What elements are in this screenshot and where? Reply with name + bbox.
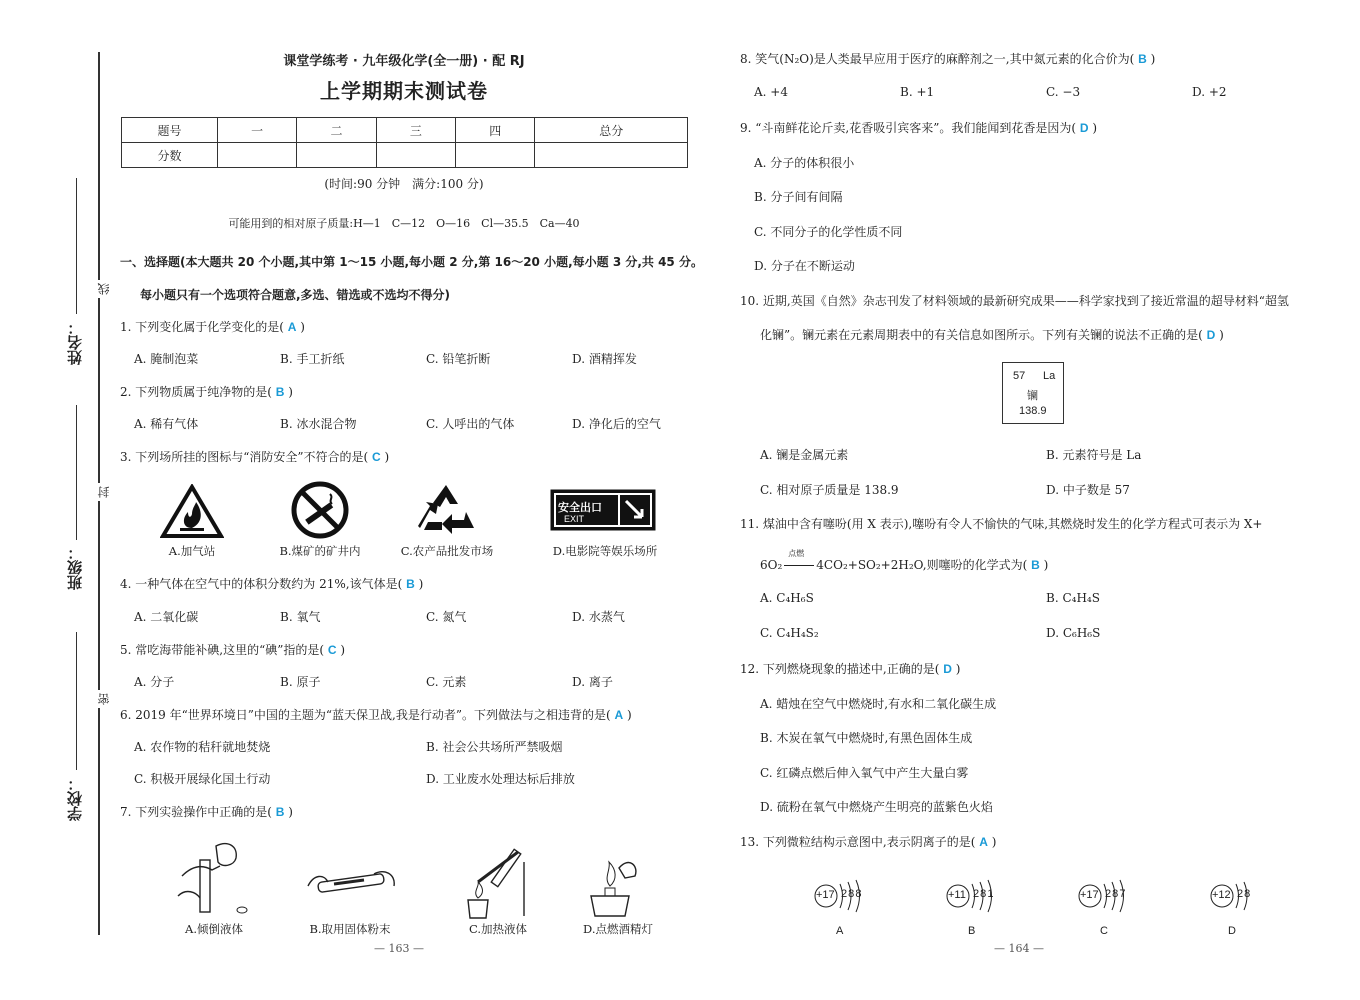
q8-option-c: C. −3 xyxy=(1046,85,1081,99)
atomic-masses: 可能用到的相对原子质量:H—1 C—12 O—16 Cl—35.5 Ca—40 xyxy=(228,217,580,230)
q7-caption-d: D.点燃酒精灯 xyxy=(583,922,653,936)
q7-caption-b: B.取用固体粉末 xyxy=(309,922,391,936)
q10-option-d: D. 中子数是 57 xyxy=(1046,483,1130,497)
q1-option-c: C. 铅笔折断 xyxy=(426,352,491,366)
score-cell[interactable] xyxy=(456,143,535,168)
class-label: 班级： xyxy=(66,545,84,590)
q3-caption-c: C.农产品批发市场 xyxy=(400,544,494,558)
q6-answer: A xyxy=(614,708,624,722)
q8-stem: 8. 笑气(N₂O)是人类最早应用于医疗的麻醉剂之一,其中氮元素的化合价为( B ) xyxy=(740,52,1156,66)
score-header-cell: 二 xyxy=(297,118,376,143)
page-number-left: — 163 — xyxy=(374,942,424,955)
q6-option-c: C. 积极开展绿化国土行动 xyxy=(134,772,271,786)
score-row-label: 分数 xyxy=(122,143,218,168)
electron-shells: 2 8 1 xyxy=(973,888,993,900)
time-info: (时间:90 分钟 满分:100 分) xyxy=(324,177,484,191)
no-smoking-icon xyxy=(290,480,350,540)
nucleus-charge: +17 xyxy=(816,889,835,901)
q1-option-b: B. 手工折纸 xyxy=(280,352,345,366)
q5-answer: C xyxy=(327,643,337,657)
nucleus-charge: +17 xyxy=(1080,889,1099,901)
q8-option-a: A. +4 xyxy=(754,85,788,99)
q6-stem: 6. 2019 年“世界环境日”中国的主题为“蓝天保卫战,我是行动者”。下列做法与之相违背的是( A ) xyxy=(120,708,632,722)
q10-answer: D xyxy=(1206,328,1216,342)
q10-stem-line2: 化镧”。镧元素在元素周期表中的有关信息如图所示。下列有关镧的说法不正确的是( D ) xyxy=(760,328,1224,342)
q2-option-a: A. 稀有气体 xyxy=(134,417,199,431)
school-label: 学校： xyxy=(66,776,84,821)
page-title: 上学期期末测试卷 xyxy=(320,79,488,103)
q4-option-a: A. 二氧化碳 xyxy=(134,610,199,624)
score-table-score-row xyxy=(122,143,688,168)
q10-option-a: A. 镧是金属元素 xyxy=(760,448,849,462)
q10-option-c: C. 相对原子质量是 138.9 xyxy=(760,483,899,497)
recycle-icon xyxy=(416,482,476,538)
q12-option-c: C. 红磷点燃后伸入氧气中产生大量白雾 xyxy=(760,766,969,780)
q5-option-c: C. 元素 xyxy=(426,675,467,689)
q12-option-d: D. 硫粉在氧气中燃烧产生明亮的蓝紫色火焰 xyxy=(760,800,993,814)
q6-option-d: D. 工业废水处理达标后排放 xyxy=(426,772,575,786)
solid-powder-icon xyxy=(304,856,400,918)
seal-word: 封 xyxy=(95,483,112,501)
q4-option-d: D. 水蒸气 xyxy=(572,610,625,624)
q7-stem: 7. 下列实验操作中正确的是( B ) xyxy=(120,805,293,819)
score-cell[interactable] xyxy=(535,143,688,168)
q13-answer: A xyxy=(979,835,988,849)
q11-answer: B xyxy=(1031,558,1040,572)
q12-option-b: B. 木炭在氧气中燃烧时,有黑色固体生成 xyxy=(760,731,973,745)
q8-option-d: D. +2 xyxy=(1192,85,1227,99)
class-blank[interactable] xyxy=(76,405,77,540)
q11-option-c: C. C₄H₄S₂ xyxy=(760,626,819,640)
atom-label-c: C xyxy=(1100,925,1108,937)
q8-option-b: B. +1 xyxy=(900,85,935,99)
heating-liquid-icon xyxy=(458,842,538,920)
secret-word: 密 xyxy=(95,690,112,708)
exit-sign-text: 安全出口 xyxy=(558,501,602,514)
alcohol-lamp-icon xyxy=(585,848,641,918)
atom-structure-d xyxy=(1208,878,1258,914)
q10-option-b: B. 元素符号是 La xyxy=(1046,448,1142,462)
q3-answer: C xyxy=(372,450,381,464)
score-table-header-row xyxy=(122,118,688,143)
q7-caption-a: A.倾倒液体 xyxy=(185,922,243,936)
q11-stem-line1: 11. 煤油中含有噻吩(用 X 表示),噻吩有令人不愉快的气味,其燃烧时发生的化学方程式可表示为 X+ xyxy=(740,517,1263,531)
score-cell[interactable] xyxy=(297,143,376,168)
book-subtitle: 课堂学练考 · 九年级化学(全一册) · 配 RJ xyxy=(283,54,525,69)
score-header-cell: 四 xyxy=(456,118,535,143)
q5-option-a: A. 分子 xyxy=(134,675,175,689)
q9-answer: D xyxy=(1079,121,1089,135)
page-number-right: — 164 — xyxy=(994,942,1044,955)
q6-option-a: A. 农作物的秸秆就地焚烧 xyxy=(134,740,271,754)
section1-heading: 一、选择题(本大题共 20 个小题,其中第 1～15 小题,每小题 2 分,第 16～20 小题,每小题 3 分,共 45 分。 xyxy=(120,255,703,269)
score-header-cell: 总分 xyxy=(535,118,688,143)
electron-shells: 2 8 7 xyxy=(1105,888,1125,900)
q2-option-b: B. 冰水混合物 xyxy=(280,417,357,431)
q12-answer: D xyxy=(943,662,952,676)
element-card xyxy=(1002,362,1064,424)
q12-stem: 12. 下列燃烧现象的描述中,正确的是( D ) xyxy=(740,662,961,676)
score-cell[interactable] xyxy=(218,143,297,168)
score-header-cell: 一 xyxy=(218,118,297,143)
element-name: 镧 xyxy=(1027,389,1038,402)
q10-stem-line1: 10. 近期,英国《自然》杂志刊发了材料领域的最新研究成果——科学家找到了接近常温的超导材料“超氢 xyxy=(740,294,1289,308)
q4-answer: B xyxy=(406,577,415,591)
q11-option-d: D. C₆H₆S xyxy=(1046,626,1101,640)
q3-stem: 3. 下列场所挂的图标与“消防安全”不符合的是( C ) xyxy=(120,450,390,464)
q7-answer: B xyxy=(275,805,285,819)
q11-condition: 点燃 xyxy=(788,549,805,558)
q7-caption-c: C.加热液体 xyxy=(468,922,528,936)
q11-option-b: B. C₄H₄S xyxy=(1046,591,1100,605)
q3-caption-a: A.加气站 xyxy=(168,544,216,558)
q2-answer: B xyxy=(275,385,285,399)
q4-stem: 4. 一种气体在空气中的体积分数约为 21%,该气体是( B ) xyxy=(120,577,424,591)
q1-option-d: D. 酒精挥发 xyxy=(572,352,637,366)
q13-stem: 13. 下列微粒结构示意图中,表示阴离子的是( A ) xyxy=(740,835,997,849)
atom-label-b: B xyxy=(968,925,976,937)
q4-option-c: C. 氮气 xyxy=(426,610,467,624)
q9-option-d: D. 分子在不断运动 xyxy=(754,259,855,273)
name-label: 姓名： xyxy=(66,320,84,365)
atom-structure-a xyxy=(812,878,872,914)
name-blank[interactable] xyxy=(76,178,77,314)
element-symbol: La xyxy=(1043,370,1056,382)
emergency-exit-icon xyxy=(550,489,656,531)
q8-answer: B xyxy=(1138,52,1147,66)
nucleus-charge: +12 xyxy=(1212,889,1231,901)
q5-option-b: B. 原子 xyxy=(280,675,321,689)
q9-option-b: B. 分子间有间隔 xyxy=(754,190,843,204)
q4-option-b: B. 氧气 xyxy=(280,610,321,624)
q3-caption-d: D.电影院等娱乐场所 xyxy=(552,544,658,558)
q1-answer: A xyxy=(287,320,297,334)
atom-label-a: A xyxy=(836,925,844,937)
q2-option-c: C. 人呼出的气体 xyxy=(426,417,515,431)
pouring-liquid-icon xyxy=(172,836,254,918)
atom-label-d: D xyxy=(1228,925,1236,937)
school-blank[interactable] xyxy=(76,632,77,770)
q9-option-c: C. 不同分子的化学性质不同 xyxy=(754,225,903,239)
q3-caption-b: B.煤矿的矿井内 xyxy=(279,544,361,558)
exit-sign-sub: EXIT xyxy=(564,514,585,524)
q2-stem: 2. 下列物质属于纯净物的是( B ) xyxy=(120,385,293,399)
q6-option-b: B. 社会公共场所严禁吸烟 xyxy=(426,740,563,754)
electron-shells: 2 8 8 xyxy=(841,888,861,900)
element-number: 57 xyxy=(1013,370,1026,382)
section1-heading-cont: 每小题只有一个选项符合题意,多选、错选或不选均不得分) xyxy=(140,288,451,302)
q11-stem-line2: 6O₂ 点燃 4CO₂+SO₂+2H₂O,则噻吩的化学式为( B ) xyxy=(760,549,1049,572)
q9-stem: 9. “斗南鲜花论斤卖,花香吸引宾客来”。我们能闻到花香是因为( D ) xyxy=(740,121,1098,135)
score-cell[interactable] xyxy=(376,143,455,168)
q5-option-d: D. 离子 xyxy=(572,675,613,689)
score-table xyxy=(121,117,688,168)
q5-stem: 5. 常吃海带能补碘,这里的“碘”指的是( C ) xyxy=(120,643,346,657)
atom-structure-b xyxy=(944,878,1004,914)
line-word: 线 xyxy=(95,280,112,298)
score-header-cell: 三 xyxy=(376,118,455,143)
q1-option-a: A. 腌制泡菜 xyxy=(134,352,199,366)
q1-stem: 1. 下列变化属于化学变化的是( A ) xyxy=(120,320,305,334)
score-header-cell: 题号 xyxy=(122,118,218,143)
flammable-warning-icon xyxy=(160,484,224,540)
q12-option-a: A. 蜡烛在空气中燃烧时,有水和二氧化碳生成 xyxy=(760,697,997,711)
electron-shells: 2 8 xyxy=(1237,888,1250,900)
atom-structure-c xyxy=(1076,878,1136,914)
q11-option-a: A. C₄H₆S xyxy=(760,591,814,605)
q2-option-d: D. 净化后的空气 xyxy=(572,417,661,431)
nucleus-charge: +11 xyxy=(948,889,966,901)
q9-option-a: A. 分子的体积很小 xyxy=(754,156,855,170)
element-mass: 138.9 xyxy=(1019,405,1047,417)
